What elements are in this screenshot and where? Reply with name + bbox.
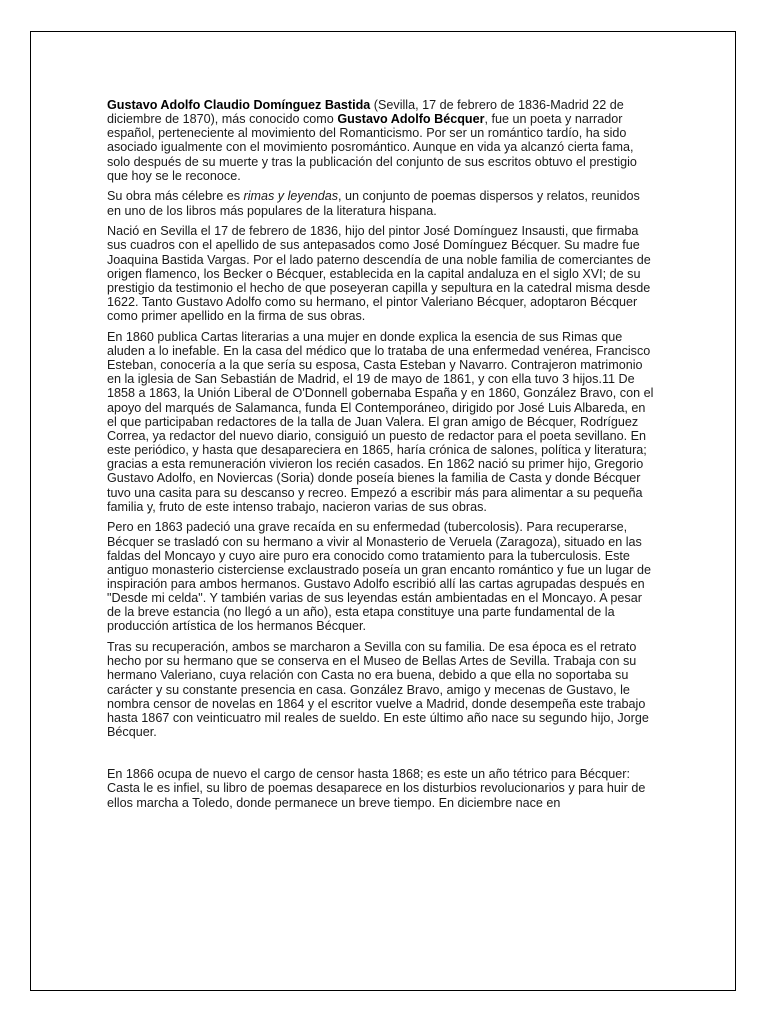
- obra-text-a: Su obra más célebre es: [107, 189, 244, 204]
- paragraph-recuperacion: Tras su recuperación, ambos se marcharon a Sevilla con su familia. De esa época es el retrato hecho por su hermano que se conserva en el Museo de Bellas Artes de Sevilla. Trabaja con su hermano Valeriano, cuya relación con Casta no era buena, debido a que ella no soportaba su carácter y su constante presencia en casa. González Bravo, amigo y mecenas de Gustavo, le nombra censor de novelas en 1864 y el escritor vuelve a Madrid, donde desempeña este trabajo hasta 1867 con veinticuatro mil reales de sueldo. En este último año nace su segundo hijo, Jorge Bécquer.: [107, 640, 649, 740]
- paragraph-1863: Pero en 1863 padeció una grave recaída en su enfermedad (tubercolosis). Para recuperarse, Bécquer se trasladó con su hermano a vivir al Monasterio de Veruela (Zaragoza), situado en las faldas del Moncayo y cuyo aire puro era conocido como tratamiento para la tuberculosis. Este antiguo monasterio cisterciense exclaustrado poseía un gran encanto romántico y fue un lugar de inspiración para ambos hermanos. Gustavo Adolfo escribió allí las cartas agrupadas después en "Desde mi celda". Y también varias de sus leyendas están ambientadas en el Moncayo. A pesar de la breve estancia (no llegó a un año), esta etapa constituye una parte fundamental de la producción artística de los hermanos Bécquer.: [107, 520, 651, 634]
- known-name: Gustavo Adolfo Bécquer: [337, 112, 485, 127]
- intro-text-a: (Sevilla, 17 de febrero de 1836-Madrid 22 de diciembre de 1870), más conocido como: [107, 98, 624, 127]
- paragraph-intro: [107, 98, 657, 183]
- paragraph-obra: [107, 189, 657, 217]
- intro-text-b: , fue un poeta y narrador español, perteneciente al movimiento del Romanticismo. Por ser un romántico tardío, ha sido asociado igualmente con el movimiento posromántico. Aunque en vida ya alcanzó cierta fama, solo después de su muerte y tras la publicación del conjunto de sus escritos obtuvo el prestigio que hoy se le reconoce.: [107, 112, 637, 183]
- obra-title: rimas y leyendas: [243, 189, 339, 204]
- full-name: Gustavo Adolfo Claudio Domínguez Bastida: [107, 98, 371, 112]
- obra-text-b: , un conjunto de poemas dispersos y relatos, reunidos en uno de los libros más populares de la literatura hispana.: [107, 189, 640, 218]
- document-body: [107, 98, 657, 816]
- paragraph-nacimiento: Nació en Sevilla el 17 de febrero de 1836, hijo del pintor José Domínguez Insausti, que firmaba sus cuadros con el apellido de sus antepasados como José Domínguez Bécquer. Su madre fue Joaquina Bastida Vargas. Por el lado paterno descendía de una noble familia de comerciantes de origen flamenco, los Becker o Bécquer, establecida en la capital andaluza en el siglo XVI; de su prestigio da testimonio el hecho de que poseyeran capilla y sepultura en la catedral misma desde 1622. Tanto Gustavo Adolfo como su hermano, el pintor Valeriano Bécquer, adoptaron Bécquer como primer apellido en la firma de sus obras.: [107, 224, 651, 324]
- paragraph-1860: En 1860 publica Cartas literarias a una mujer en donde explica la esencia de sus Rimas que aluden a lo inefable. En la casa del médico que lo trataba de una enfermedad venérea, Francisco Esteban, conocería a la que sería su esposa, Casta Esteban y Navarro. Contrajeron matrimonio en la iglesia de San Sebastián de Madrid, el 19 de mayo de 1861, y con ella tuvo 3 hijos.11 De 1858 a 1863, la Unión Liberal de O'Donnell gobernaba España y en 1860, González Bravo, con el apoyo del marqués de Salamanca, funda El Contemporáneo, dirigido por José Luis Albareda, en el que participaban redactores de la talla de Juan Valera. El gran amigo de Bécquer, Rodríguez Correa, ya redactor del nuevo diario, consiguió un puesto de redactor para el poeta sevillano. En este periódico, y hasta que desapareciera en 1865, haría crónica de salones, política y literatura; gracias a esta remuneración vivieron los recién casados. En 1862 nació su primer hijo, Gregorio Gustavo Adolfo, en Noviercas (Soria) donde poseía bienes la familia de Casta y donde Bécquer tuvo una casita para su descanso y recreo. Empezó a escribir más para alimentar a su pequeña familia y, fruto de este intenso trabajo, nacieron varias de sus obras.: [107, 329, 654, 514]
- document-page: [30, 31, 736, 991]
- paragraph-1866: En 1866 ocupa de nuevo el cargo de censor hasta 1868; es este un año tétrico para Bécquer: Casta le es infiel, su libro de poemas desaparece en los disturbios revolucionarios y para huir de ellos marcha a Toledo, donde permanece un breve tiempo. En diciembre nace en: [107, 767, 646, 810]
